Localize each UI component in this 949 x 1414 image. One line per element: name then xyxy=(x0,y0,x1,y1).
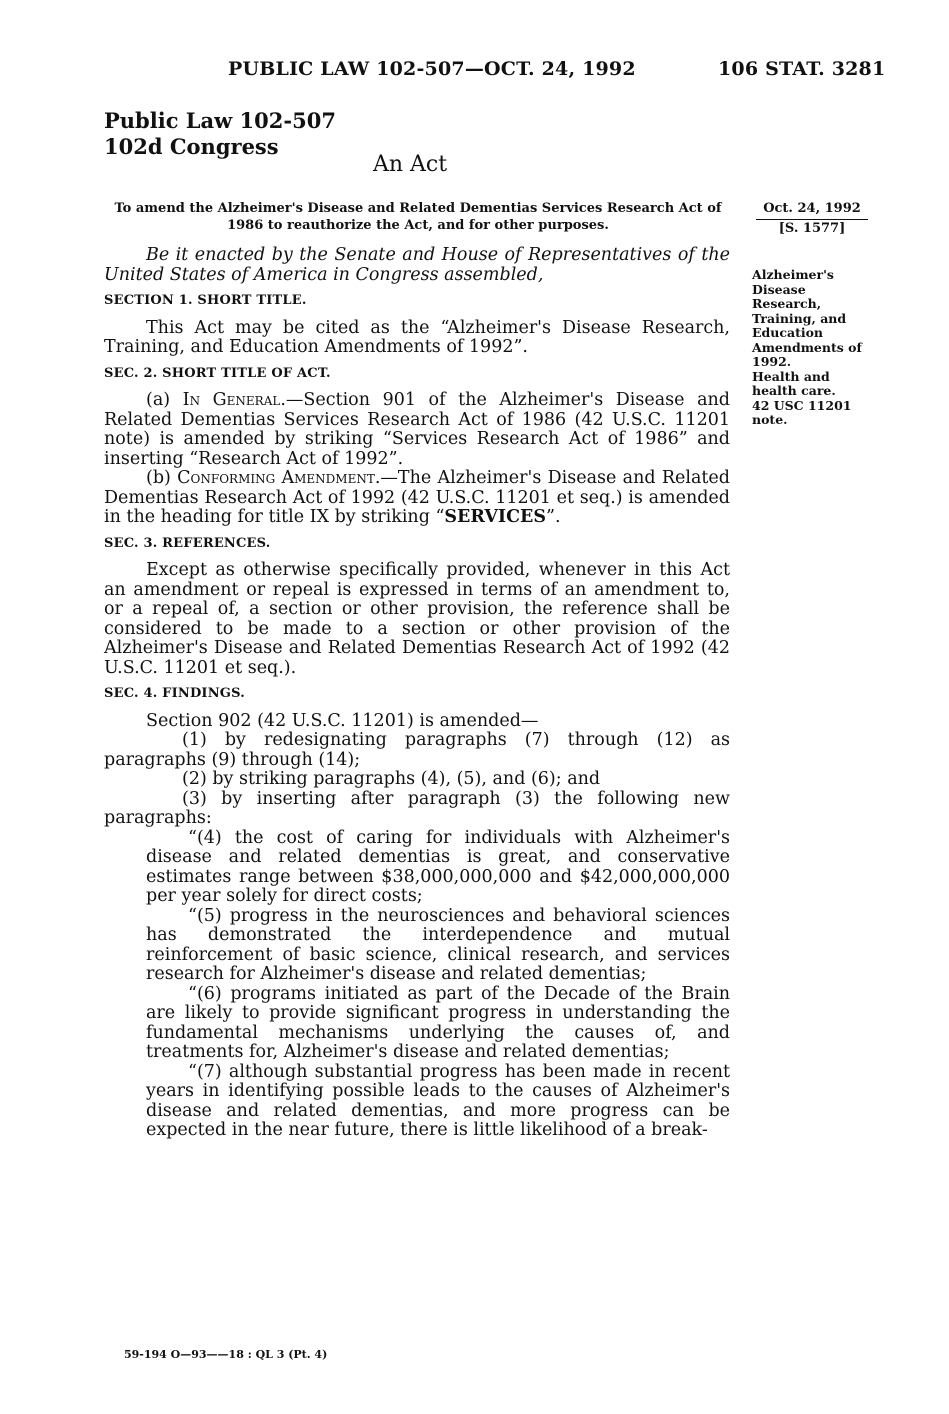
subsection-label: (a) xyxy=(146,390,183,410)
section-2b-paragraph xyxy=(104,469,730,528)
section-2-heading: SEC. 2. SHORT TITLE OF ACT. xyxy=(104,365,331,381)
section-4-heading: SEC. 4. FINDINGS. xyxy=(104,686,245,701)
margin-note-line: Disease xyxy=(752,281,806,297)
section-1-heading: SECTION 1. SHORT TITLE. xyxy=(104,293,307,308)
amendment-item: (3) by inserting after paragraph (3) the following new paragraphs: xyxy=(104,788,730,828)
margin-note-line: Health and xyxy=(752,368,830,384)
amendment-item: (2) by striking paragraphs (4), (5), and (6); and xyxy=(182,769,601,789)
margin-date-block xyxy=(756,200,868,237)
public-law-number: Public Law 102-507 xyxy=(104,108,336,133)
section-1-text: This Act may be cited as the “Alzheimer's Disease Research, Training, and Education Amendments of 1992”. xyxy=(104,317,730,357)
act-body xyxy=(104,246,730,1141)
margin-notes xyxy=(752,268,882,428)
margin-note-line: Research, xyxy=(752,296,822,311)
margin-note-line: 42 USC 11201 xyxy=(752,397,852,413)
subsection-text: —The Alzheimer's Disease and Related Dementias Research Act of 1992 (42 U.S.C. 11201 et seq.) is amended in the heading for title IX by striking “ xyxy=(104,468,730,527)
quoted-paragraph: “(4) the cost of caring for individuals with Alzheimer's disease and related dementias is great, and conservative estimates range between $38,000,000,000 and $42,000,000,000 per year solely for direct costs; xyxy=(146,827,730,906)
quoted-paragraph: “(7) although substantial progress has been made in recent years in identifying possible leads to the causes of Alzheimer's disease and related dementias, and more progress can be expected in the near future, there is little likelihood of a break- xyxy=(146,1061,730,1140)
act-heading: An Act xyxy=(372,152,448,177)
section-3-heading: SEC. 3. REFERENCES. xyxy=(104,535,271,551)
section-3-text: Except as otherwise specifically provided, whenever in this Act an amendment or repeal is expressed in terms of an amendment to, or a repeal of, a section or other provision, the reference shall be considered to be made to a section or other provision of the Alzheimer's Disease and Related Dementias Research Act of 1992 (42 U.S.C. 11201 et seq.). xyxy=(104,560,730,678)
running-head: PUBLIC LAW 102-507—OCT. 24, 1992 xyxy=(228,58,636,80)
subsection-text: —Section 901 of the Alzheimer's Disease and Related Dementias Services Research Act of 1986 (42 U.S.C. 11201 note) is amended by striking “Services Research Act of 1986” and inserting “Research Act of 1992”. xyxy=(104,390,730,469)
quoted-paragraph: “(6) programs initiated as part of the Decade of the Brain are likely to provide significant progress in understanding the fundamental mechanisms underlying the causes of, and treatments for, Alzheimer's disease and related dementias; xyxy=(146,983,730,1062)
subsection-label: (b) xyxy=(146,468,178,488)
margin-note-line: Amendments of xyxy=(752,339,862,355)
enacting-clause: Be it enacted by the Senate and House of Representatives of the United States of America in Congress assembled, xyxy=(104,245,730,285)
margin-date: Oct. 24, 1992 xyxy=(756,200,868,220)
struck-word: SERVICES xyxy=(444,507,546,527)
margin-note-line: Alzheimer's xyxy=(752,267,834,282)
subsection-caption: In General. xyxy=(182,390,286,410)
subsection-caption: Conforming Amendment. xyxy=(177,468,381,488)
margin-note-line: Training, and xyxy=(752,310,847,326)
section-4-intro: Section 902 (42 U.S.C. 11201) is amended— xyxy=(146,710,539,731)
print-footer: 59-194 O—93——18 : QL 3 (Pt. 4) xyxy=(124,1348,328,1361)
margin-note-line: note. xyxy=(752,412,788,427)
quoted-paragraph: “(5) progress in the neurosciences and behavioral sciences has demonstrated the interdependence and mutual reinforcement of basic science, clinical research, and services research for Alzheimer's disease and related dementias; xyxy=(146,905,730,984)
section-2a-paragraph xyxy=(104,391,730,469)
statute-page-number: 106 STAT. 3281 xyxy=(718,58,886,80)
margin-note-line: Education xyxy=(752,325,824,340)
subsection-end: ”. xyxy=(546,507,561,527)
purpose-statement: To amend the Alzheimer's Disease and Related Dementias Services Research Act of 1986 to reauthorize the Act, and for other purposes. xyxy=(114,201,722,233)
margin-note-line: 1992. xyxy=(752,354,792,369)
congress-number: 102d Congress xyxy=(104,134,279,159)
amendment-item: (1) by redesignating paragraphs (7) through (12) as paragraphs (9) through (14); xyxy=(104,730,730,770)
margin-note-line: health care. xyxy=(752,383,836,398)
bill-number: [S. 1577] xyxy=(778,221,846,236)
